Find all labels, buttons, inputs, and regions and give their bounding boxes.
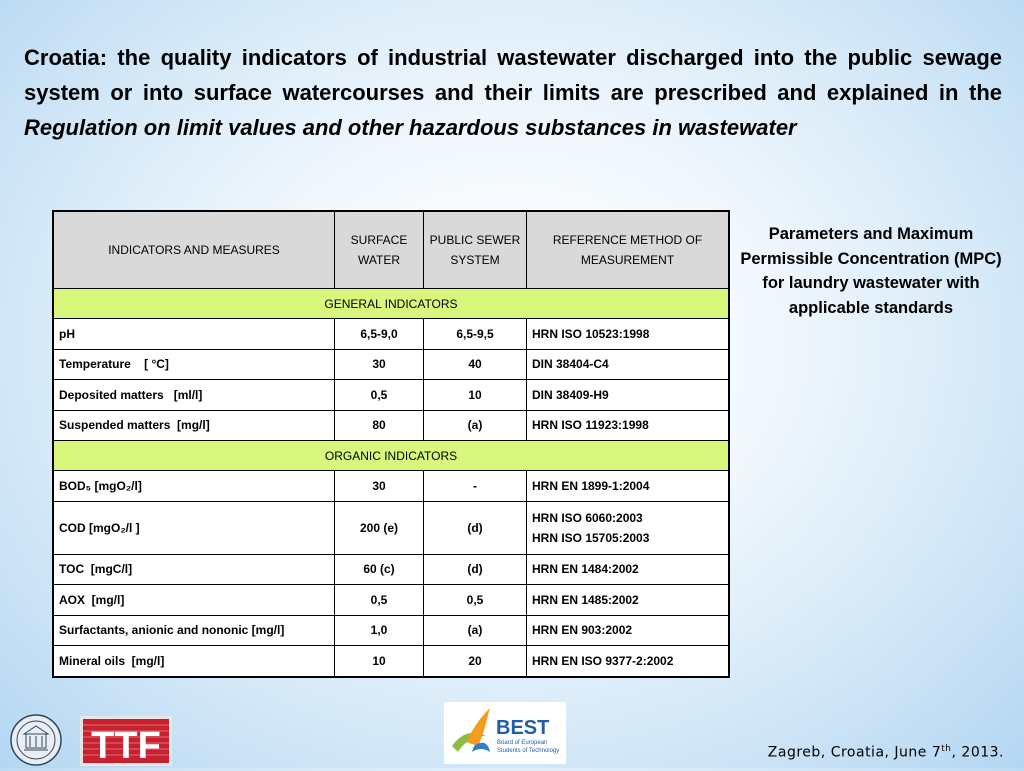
section-row-general bbox=[53, 289, 729, 319]
reference-cell: HRN EN 1899-1:2004 bbox=[527, 471, 730, 502]
surface-value-cell: 80 bbox=[335, 410, 424, 441]
table-row bbox=[53, 554, 729, 585]
reference-cell: HRN EN 1484:2002 bbox=[527, 554, 730, 585]
best-logo-sub2: Students of Technology bbox=[497, 748, 560, 754]
ttf-logo-text: TTF bbox=[91, 725, 161, 766]
slide-title bbox=[24, 40, 1002, 145]
reference-cell: HRN ISO 10523:1998 bbox=[527, 319, 730, 350]
reference-cell: DIN 38404-C4 bbox=[527, 349, 730, 380]
table-row bbox=[53, 380, 729, 411]
indicator-cell: BOD₅ [mgO₂/l] bbox=[53, 471, 335, 502]
footer-sup: th bbox=[941, 744, 952, 754]
sewer-value-cell: - bbox=[424, 471, 527, 502]
surface-value-cell: 10 bbox=[335, 646, 424, 677]
indicator-cell: Deposited matters [ml/l] bbox=[53, 380, 335, 411]
surface-value-cell: 1,0 bbox=[335, 615, 424, 646]
sewer-value-cell: (a) bbox=[424, 410, 527, 441]
indicator-cell: Surfactants, anionic and nononic [mg/l] bbox=[53, 615, 335, 646]
footer-end: , 2013. bbox=[951, 744, 1004, 761]
section-title-general: GENERAL INDICATORS bbox=[53, 289, 729, 319]
university-seal-logo bbox=[10, 714, 62, 766]
header-surface-water: SURFACE WATER bbox=[335, 211, 424, 289]
section-title-organic: ORGANIC INDICATORS bbox=[53, 441, 729, 471]
sewer-value-cell: (d) bbox=[424, 501, 527, 554]
ttf-logo bbox=[80, 716, 172, 766]
table-row bbox=[53, 319, 729, 350]
sewer-value-cell: 40 bbox=[424, 349, 527, 380]
surface-value-cell: 0,5 bbox=[335, 380, 424, 411]
table-row bbox=[53, 585, 729, 616]
reference-cell: HRN ISO 11923:1998 bbox=[527, 410, 730, 441]
reference-line-2: HRN ISO 15705:2003 bbox=[532, 530, 650, 545]
surface-value-cell: 6,5-9,0 bbox=[335, 319, 424, 350]
table-row bbox=[53, 615, 729, 646]
reference-line-1: HRN ISO 6060:2003 bbox=[532, 510, 643, 525]
footer-date bbox=[768, 744, 1004, 761]
table-row bbox=[53, 410, 729, 441]
table-row bbox=[53, 501, 729, 554]
header-public-sewer: PUBLIC SEWER SYSTEM bbox=[424, 211, 527, 289]
surface-value-cell: 0,5 bbox=[335, 585, 424, 616]
indicators-table bbox=[52, 210, 730, 678]
table-row bbox=[53, 349, 729, 380]
indicator-cell: Temperature [ °C] bbox=[53, 349, 335, 380]
reference-cell bbox=[527, 501, 730, 554]
sewer-value-cell: 20 bbox=[424, 646, 527, 677]
indicator-cell: pH bbox=[53, 319, 335, 350]
surface-value-cell: 60 (c) bbox=[335, 554, 424, 585]
table-row bbox=[53, 471, 729, 502]
header-reference-method: REFERENCE METHOD OF MEASUREMENT bbox=[527, 211, 730, 289]
surface-value-cell: 200 (e) bbox=[335, 501, 424, 554]
table-header-row bbox=[53, 211, 729, 289]
table-row bbox=[53, 646, 729, 677]
sewer-value-cell: (d) bbox=[424, 554, 527, 585]
indicator-cell: COD [mgO₂/l ] bbox=[53, 501, 335, 554]
sewer-value-cell: 10 bbox=[424, 380, 527, 411]
indicator-cell: Mineral oils [mg/l] bbox=[53, 646, 335, 677]
surface-value-cell: 30 bbox=[335, 349, 424, 380]
reference-cell: HRN EN ISO 9377-2:2002 bbox=[527, 646, 730, 677]
header-indicators: INDICATORS AND MEASURES bbox=[53, 211, 335, 289]
title-italic: Regulation on limit values and other hazardous substances in wastewater bbox=[24, 115, 797, 140]
indicator-cell: Suspended matters [mg/l] bbox=[53, 410, 335, 441]
title-plain: Croatia: the quality indicators of industrial wastewater discharged into the public sewage system or into surface watercourses and their limits are prescribed and explained in the bbox=[24, 45, 1002, 105]
sewer-value-cell: (a) bbox=[424, 615, 527, 646]
section-row-organic bbox=[53, 441, 729, 471]
sewer-value-cell: 6,5-9,5 bbox=[424, 319, 527, 350]
reference-cell: DIN 38409-H9 bbox=[527, 380, 730, 411]
best-logo bbox=[444, 702, 566, 764]
sewer-value-cell: 0,5 bbox=[424, 585, 527, 616]
side-note: Parameters and Maximum Permissible Concentration (MPC) for laundry wastewater with applicable standards bbox=[740, 225, 1002, 317]
best-logo-sub1: Board of European bbox=[497, 740, 548, 746]
best-logo-name: BEST bbox=[496, 717, 550, 739]
indicator-cell: AOX [mg/l] bbox=[53, 585, 335, 616]
footer-text: Zagreb, Croatia, June 7 bbox=[767, 744, 942, 761]
indicator-cell: TOC [mgC/l] bbox=[53, 554, 335, 585]
reference-cell: HRN EN 1485:2002 bbox=[527, 585, 730, 616]
surface-value-cell: 30 bbox=[335, 471, 424, 502]
reference-cell: HRN EN 903:2002 bbox=[527, 615, 730, 646]
